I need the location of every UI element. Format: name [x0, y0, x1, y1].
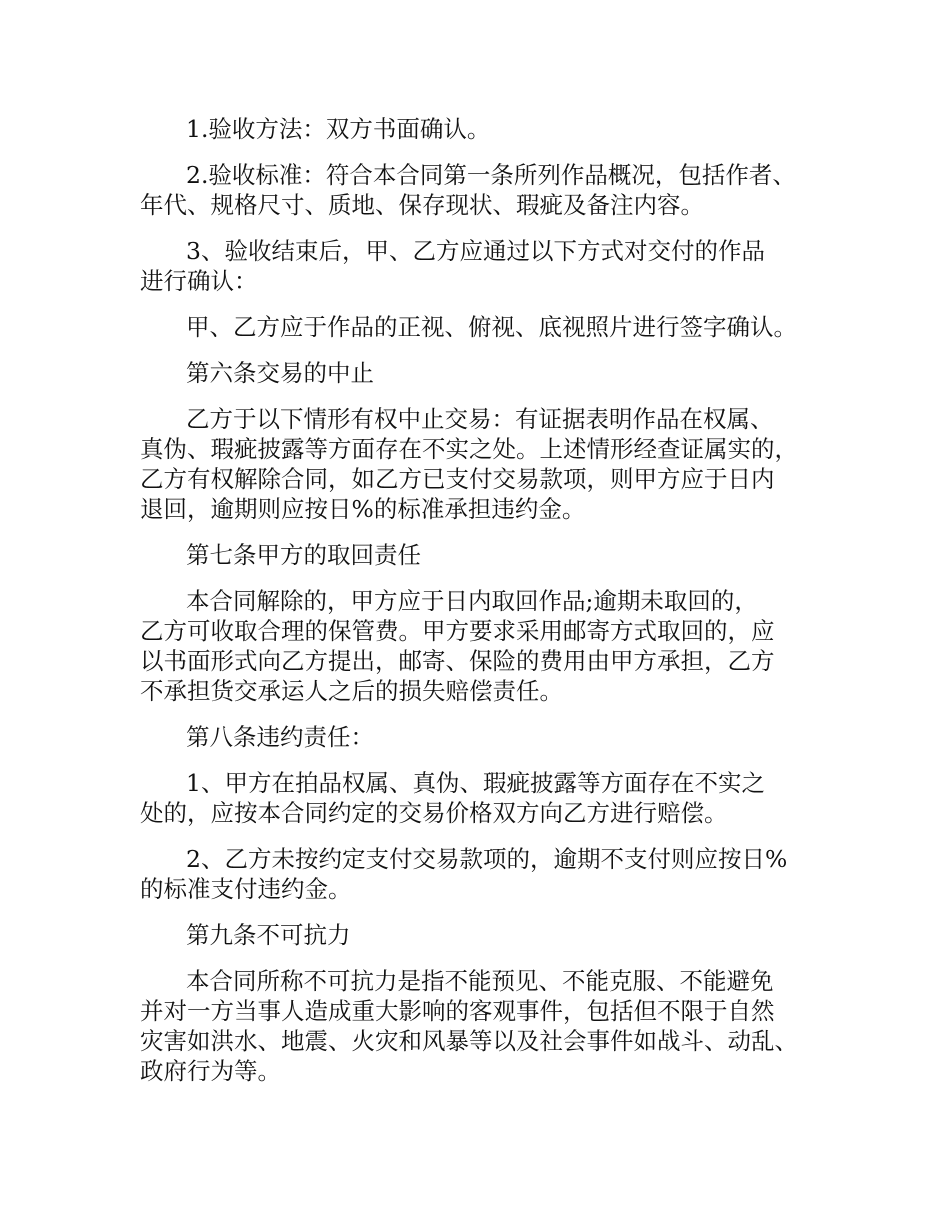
text-line: 第七条甲方的取回责任 [186, 541, 421, 569]
text-line: 乙方于以下情形有权中止交易：有证据表明作品在权属、 [186, 405, 774, 433]
heading-article-8 [140, 722, 840, 752]
text-line: 并对一方当事人造成重大影响的客观事件，包括但不限于自然 [140, 997, 775, 1025]
text-line: 灾害如洪水、地震、火灾和风暴等以及社会事件如战斗、动乱、 [140, 1027, 798, 1055]
text-line: 第六条交易的中止 [186, 359, 374, 387]
paragraph-acceptance-standard [140, 160, 840, 220]
text-line: 2.验收标准：符合本合同第一条所列作品概况，包括作者、 [186, 161, 796, 189]
paragraph-breach-party-b [140, 844, 840, 904]
paragraph-acceptance-method [140, 114, 840, 144]
text-line: 退回，逾期则应按日%的标准承担违约金。 [140, 495, 586, 523]
paragraph-force-majeure [140, 966, 840, 1086]
paragraph-photo-signature [140, 312, 840, 342]
text-line: 3、验收结束后，甲、乙方应通过以下方式对交付的作品 [186, 237, 765, 265]
text-line: 以书面形式向乙方提出，邮寄、保险的费用由甲方承担，乙方 [140, 647, 775, 675]
text-line: 1.验收方法：双方书面确认。 [186, 115, 491, 143]
text-line: 不承担货交承运人之后的损失赔偿责任。 [140, 677, 563, 705]
text-line: 第八条违约责任： [186, 723, 374, 751]
text-line: 处的，应按本合同约定的交易价格双方向乙方进行赔偿。 [140, 799, 728, 827]
text-line: 乙方有权解除合同，如乙方已支付交易款项，则甲方应于日内 [140, 465, 775, 493]
paragraph-acceptance-confirmation [140, 236, 840, 296]
text-line: 进行确认： [140, 267, 258, 295]
heading-article-9 [140, 920, 840, 950]
text-line: 1、甲方在拍品权属、真伪、瑕疵披露等方面存在不实之 [186, 769, 765, 797]
text-line: 年代、规格尺寸、质地、保存现状、瑕疵及备注内容。 [140, 191, 704, 219]
text-line: 乙方可收取合理的保管费。甲方要求采用邮寄方式取回的，应 [140, 617, 775, 645]
paragraph-termination-conditions [140, 404, 840, 524]
text-line: 第九条不可抗力 [186, 921, 351, 949]
text-line: 甲、乙方应于作品的正视、俯视、底视照片进行签字确认。 [186, 313, 797, 341]
text-line: 2、乙方未按约定支付交易款项的，逾期不支付则应按日% [186, 845, 788, 873]
text-line: 真伪、瑕疵披露等方面存在不实之处。上述情形经查证属实的， [140, 435, 798, 463]
paragraph-retrieval-responsibility [140, 586, 840, 706]
text-line: 政府行为等。 [140, 1057, 281, 1085]
text-line: 本合同解除的，甲方应于日内取回作品;逾期未取回的， [186, 587, 758, 615]
text-line: 的标准支付违约金。 [140, 875, 352, 903]
heading-article-6 [140, 358, 840, 388]
text-line: 本合同所称不可抗力是指不能预见、不能克服、不能避免 [186, 967, 774, 995]
paragraph-breach-party-a [140, 768, 840, 828]
heading-article-7 [140, 540, 840, 570]
